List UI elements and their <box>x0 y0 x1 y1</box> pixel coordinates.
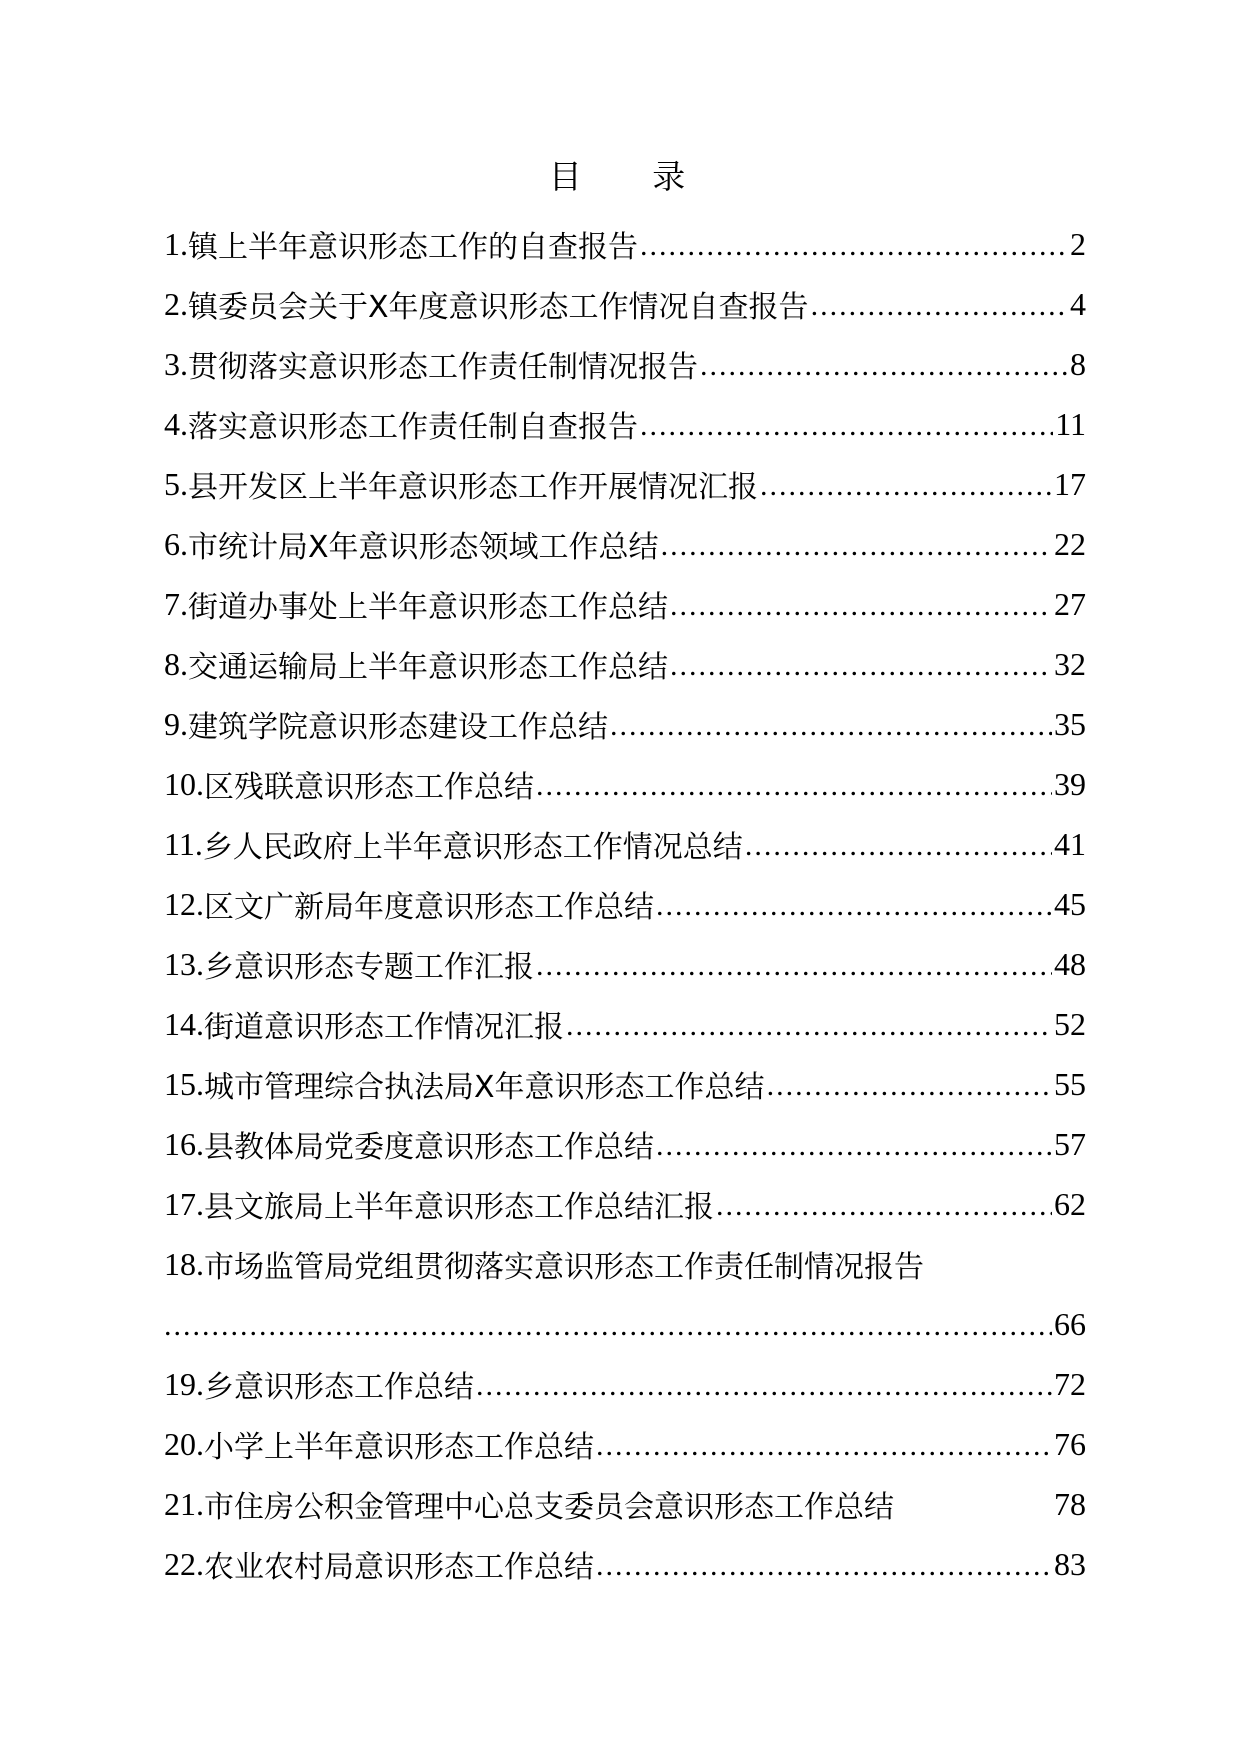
entry-page: 2 <box>1070 225 1086 262</box>
entry-number: 22. <box>164 1545 204 1582</box>
entry-page: 39 <box>1054 765 1086 802</box>
dot-leader <box>640 404 1053 444</box>
entry-title: 建筑学院意识形态建设工作总结 <box>188 710 608 745</box>
entry-number: 17. <box>164 1185 204 1222</box>
dot-leader <box>536 764 1052 804</box>
toc-entry[interactable] <box>164 634 1086 694</box>
toc-entry[interactable] <box>164 1414 1086 1474</box>
entry-number: 13. <box>164 945 204 982</box>
entry-number: 4. <box>164 405 188 442</box>
entry-title: 乡意识形态专题工作汇报 <box>204 950 534 985</box>
toc-entry[interactable] <box>164 454 1086 514</box>
entry-title: 市场监管局党组贯彻落实意识形态工作责任制情况报告 <box>204 1250 924 1285</box>
entry-number: 10. <box>164 765 204 802</box>
dot-leader <box>164 1304 1052 1344</box>
entry-number: 9. <box>164 705 188 742</box>
dot-leader <box>610 704 1052 744</box>
dot-leader <box>767 1064 1052 1104</box>
entry-title: 县文旅局上半年意识形态工作总结汇报 <box>204 1190 714 1225</box>
entry-title: 乡意识形态工作总结 <box>204 1370 474 1405</box>
entry-page: 22 <box>1054 525 1086 562</box>
dot-leader <box>656 1124 1052 1164</box>
toc-entry[interactable] <box>164 934 1086 994</box>
entry-number: 16. <box>164 1125 204 1162</box>
toc-entry[interactable] <box>164 1234 1086 1294</box>
toc-list <box>164 214 1086 1594</box>
toc-entry[interactable] <box>164 754 1086 814</box>
dot-leader <box>656 884 1052 924</box>
entry-number: 7. <box>164 585 188 622</box>
toc-entry[interactable] <box>164 814 1086 874</box>
entry-page: 11 <box>1055 405 1086 442</box>
entry-title: 县教体局党委度意识形态工作总结 <box>204 1130 654 1165</box>
entry-number: 3. <box>164 345 188 382</box>
dot-leader <box>760 464 1052 504</box>
entry-title: 交通运输局上半年意识形态工作总结 <box>188 650 668 685</box>
entry-page: 4 <box>1070 285 1086 322</box>
dot-leader <box>670 584 1052 624</box>
toc-entry[interactable] <box>164 1534 1086 1594</box>
entry-title: 街道办事处上半年意识形态工作总结 <box>188 590 668 625</box>
entry-page: 62 <box>1054 1185 1086 1222</box>
entry-title: 街道意识形态工作情况汇报 <box>204 1010 564 1045</box>
entry-page: 83 <box>1054 1545 1086 1582</box>
dot-leader <box>596 1424 1052 1464</box>
toc-entry[interactable] <box>164 1174 1086 1234</box>
entry-title: 贯彻落实意识形态工作责任制情况报告 <box>188 350 698 385</box>
entry-title: 镇委员会关于X年度意识形态工作情况自查报告 <box>188 290 809 325</box>
toc-entry[interactable] <box>164 1474 1086 1534</box>
entry-page: 48 <box>1054 945 1086 982</box>
dot-leader <box>566 1004 1052 1044</box>
entry-number: 12. <box>164 885 204 922</box>
entry-number: 15. <box>164 1065 204 1102</box>
entry-number: 6. <box>164 525 188 562</box>
toc-entry[interactable] <box>164 214 1086 274</box>
toc-entry[interactable] <box>164 694 1086 754</box>
entry-number: 2. <box>164 285 188 322</box>
dot-leader <box>596 1544 1052 1584</box>
entry-title: 市统计局X年意识形态领域工作总结 <box>188 530 659 565</box>
entry-number: 8. <box>164 645 188 682</box>
dot-leader <box>745 824 1052 864</box>
entry-title: 落实意识形态工作责任制自查报告 <box>188 410 638 445</box>
entry-page: 41 <box>1054 825 1086 862</box>
dot-leader <box>661 524 1052 564</box>
entry-number: 14. <box>164 1005 204 1042</box>
entry-page: 35 <box>1054 705 1086 742</box>
entry-page: 72 <box>1054 1365 1086 1402</box>
entry-title: 县开发区上半年意识形态工作开展情况汇报 <box>188 470 758 505</box>
entry-page: 32 <box>1054 645 1086 682</box>
entry-number: 21. <box>164 1485 204 1522</box>
dot-leader <box>670 644 1052 684</box>
toc-entry[interactable] <box>164 1114 1086 1174</box>
dot-leader <box>700 344 1068 384</box>
entry-number: 18. <box>164 1245 204 1282</box>
entry-title: 城市管理综合执法局X年意识形态工作总结 <box>204 1070 765 1105</box>
entry-title: 区残联意识形态工作总结 <box>204 770 534 805</box>
entry-page: 27 <box>1054 585 1086 622</box>
entry-number: 20. <box>164 1425 204 1462</box>
entry-page: 57 <box>1054 1125 1086 1162</box>
entry-number: 5. <box>164 465 188 502</box>
entry-page: 66 <box>1054 1305 1086 1342</box>
entry-page: 78 <box>1054 1485 1086 1522</box>
entry-page: 8 <box>1070 345 1086 382</box>
toc-entry[interactable] <box>164 574 1086 634</box>
toc-entry[interactable] <box>164 394 1086 454</box>
dot-leader <box>716 1184 1052 1224</box>
entry-page: 45 <box>1054 885 1086 922</box>
entry-number: 11. <box>164 825 203 862</box>
toc-entry[interactable] <box>164 274 1086 334</box>
dot-leader <box>811 284 1068 324</box>
entry-page: 17 <box>1054 465 1086 502</box>
toc-entry[interactable] <box>164 1354 1086 1414</box>
entry-number: 1. <box>164 225 188 262</box>
dot-leader <box>640 224 1068 264</box>
entry-page: 76 <box>1054 1425 1086 1462</box>
entry-title: 镇上半年意识形态工作的自查报告 <box>188 230 638 265</box>
toc-entry[interactable] <box>164 514 1086 574</box>
dot-leader <box>536 944 1052 984</box>
dot-leader <box>476 1364 1052 1404</box>
entry-title: 区文广新局年度意识形态工作总结 <box>204 890 654 925</box>
toc-entry[interactable] <box>164 1054 1086 1114</box>
entry-page: 52 <box>1054 1005 1086 1042</box>
entry-title: 乡人民政府上半年意识形态工作情况总结 <box>202 830 743 865</box>
toc-entry-continuation[interactable] <box>164 1294 1086 1354</box>
entry-page: 55 <box>1054 1065 1086 1102</box>
entry-title: 小学上半年意识形态工作总结 <box>204 1430 594 1465</box>
toc-title: 目 录 <box>548 157 716 196</box>
toc-entry[interactable] <box>164 874 1086 934</box>
toc-entry[interactable] <box>164 994 1086 1054</box>
entry-title: 市住房公积金管理中心总支委员会意识形态工作总结 <box>204 1490 894 1525</box>
entry-title: 农业农村局意识形态工作总结 <box>204 1550 594 1585</box>
entry-number: 19. <box>164 1365 204 1402</box>
toc-entry[interactable] <box>164 334 1086 394</box>
